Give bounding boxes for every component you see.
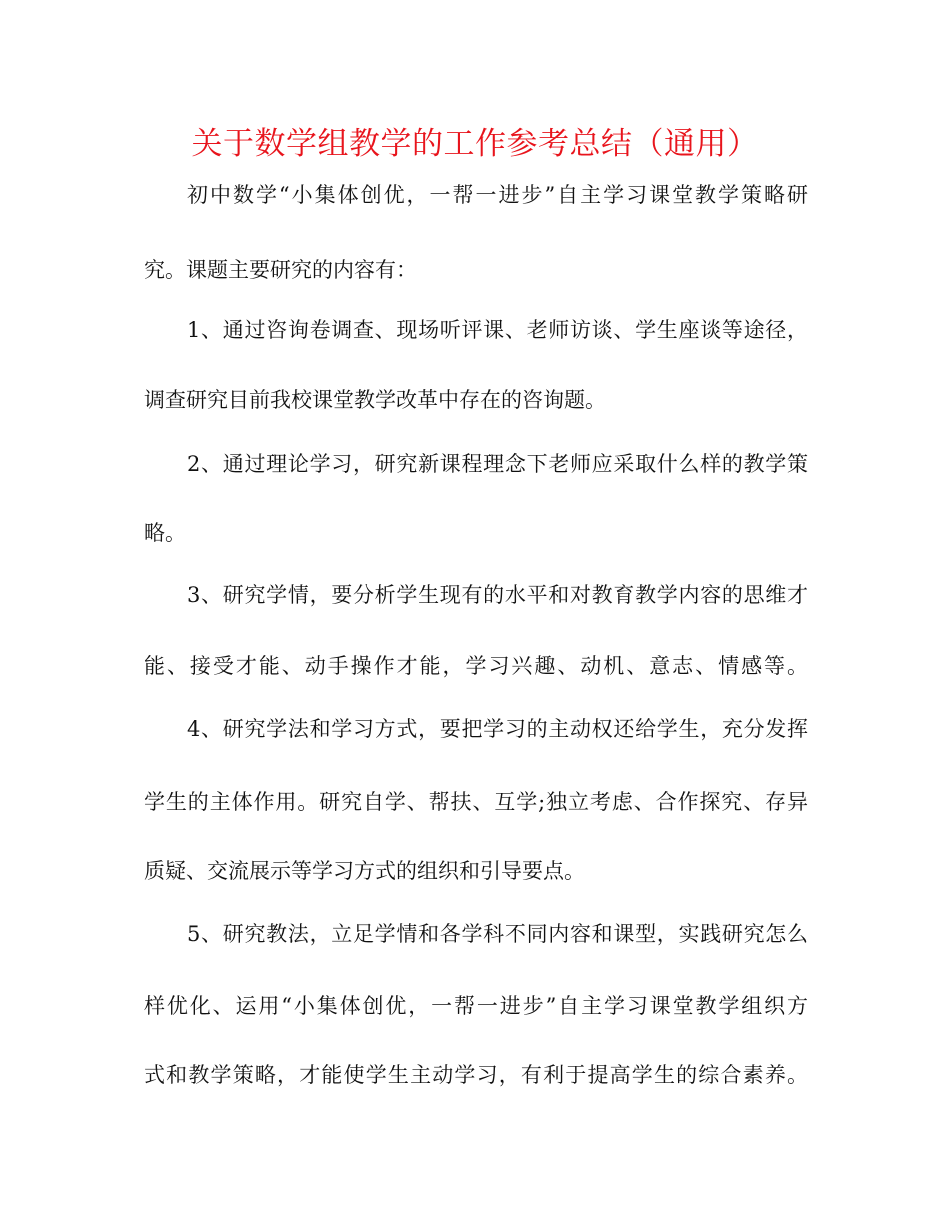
item-2-line-2: 略。 <box>144 521 186 545</box>
page-title: 关于数学组教学的工作参考总结（通用） <box>191 126 759 162</box>
item-2-line-1: 2、通过理论学习，研究新课程理念下老师应采取什么样的教学策 <box>187 452 808 476</box>
item-5-line-2: 样优化、运用“小集体创优，一帮一进步”自主学习课堂教学组织方 <box>144 994 808 1018</box>
item-1-line-1: 1、通过咨询卷调查、现场听评课、老师访谈、学生座谈等途径， <box>187 318 808 342</box>
item-4-line-3: 质疑、交流展示等学习方式的组织和引导要点。 <box>144 859 585 883</box>
paragraph-intro-line-2: 究。课题主要研究的内容有： <box>144 258 417 282</box>
item-4-line-1: 4、研究学法和学习方式，要把学习的主动权还给学生，充分发挥 <box>187 717 808 741</box>
item-5-line-1: 5、研究教法，立足学情和各学科不同内容和课型，实践研究怎么 <box>187 922 808 946</box>
item-3-line-1: 3、研究学情，要分析学生现有的水平和对教育教学内容的思维才 <box>187 583 808 607</box>
item-1-line-2: 调查研究目前我校课堂教学改革中存在的咨询题。 <box>144 388 606 412</box>
paragraph-intro-line-1: 初中数学“小集体创优，一帮一进步”自主学习课堂教学策略研 <box>187 183 808 207</box>
item-4-line-2: 学生的主体作用。研究自学、帮扶、互学;独立考虑、合作探究、存异 <box>144 790 808 814</box>
item-5-line-3: 式和教学策略，才能使学生主动学习，有利于提高学生的综合素养。 <box>144 1063 808 1087</box>
item-3-line-2: 能、接受才能、动手操作才能，学习兴趣、动机、意志、情感等。 <box>144 654 808 678</box>
